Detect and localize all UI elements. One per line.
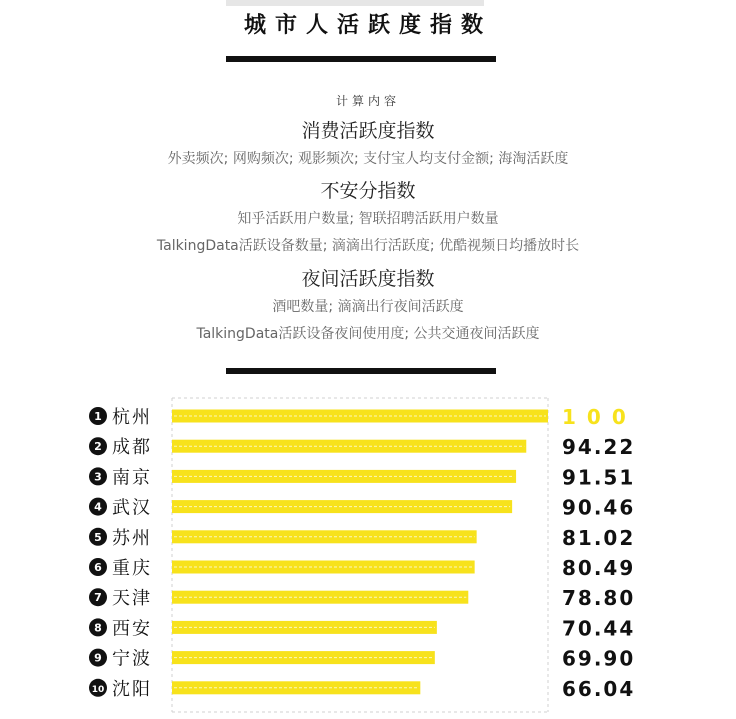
value-label: 91.51 [562, 465, 636, 490]
value-label: 90.46 [562, 495, 636, 520]
section-heading-consumption: 消费活跃度指数 [301, 120, 435, 142]
divider-top [226, 56, 496, 62]
rank-number: 10 [91, 684, 105, 695]
category-label: 南京 [112, 467, 152, 489]
section-text-restless-2: TalkingData活跃设备数量; 滴滴出行活跃度; 优酷视频日均播放时长 [156, 238, 580, 254]
category-label: 武汉 [112, 497, 152, 519]
rank-number: 6 [94, 561, 102, 574]
divider-bottom [226, 368, 496, 374]
category-label: 杭州 [112, 407, 152, 428]
top-decor-bar [226, 0, 484, 6]
page-title: 城市人活跃度指数 [243, 13, 492, 38]
section-text-night-1: 酒吧数量; 滴滴出行夜间活跃度 [272, 299, 464, 315]
category-label: 成都 [112, 437, 152, 459]
value-label: 66.04 [562, 676, 636, 701]
section-heading-night: 夜间活跃度指数 [301, 268, 435, 290]
value-label: 100 [562, 405, 637, 429]
value-label: 81.02 [562, 525, 636, 550]
value-label: 80.49 [562, 556, 636, 580]
rank-number: 2 [94, 440, 102, 454]
section-heading-restless: 不安分指数 [320, 180, 416, 202]
rank-number: 4 [94, 500, 102, 514]
rank-number: 3 [94, 470, 102, 484]
value-label: 70.44 [562, 616, 636, 641]
category-label: 重庆 [112, 558, 152, 579]
value-label: 69.90 [562, 646, 636, 671]
section-text-consumption: 外卖频次; 网购频次; 观影频次; 支付宝人均支付金额; 海淘活跃度 [167, 151, 569, 167]
rank-number: 7 [94, 591, 102, 605]
rank-number: 5 [94, 530, 102, 544]
category-label: 西安 [112, 618, 152, 640]
rank-number: 1 [94, 410, 102, 423]
section-text-night-2: TalkingData活跃设备夜间使用度; 公共交通夜间活跃度 [196, 326, 540, 342]
category-label: 沈阳 [112, 678, 152, 700]
category-label: 宁波 [112, 648, 152, 670]
category-label: 天津 [112, 588, 152, 610]
rank-number: 9 [94, 651, 102, 665]
category-label: 苏州 [112, 527, 152, 549]
section-text-restless-1: 知乎活跃用户数量; 智联招聘活跃用户数量 [237, 211, 499, 227]
bar-chart [0, 380, 736, 719]
rank-number: 8 [94, 621, 102, 635]
content-label: 计算内容 [335, 94, 400, 108]
value-label: 78.80 [562, 586, 636, 611]
value-label: 94.22 [562, 435, 636, 460]
